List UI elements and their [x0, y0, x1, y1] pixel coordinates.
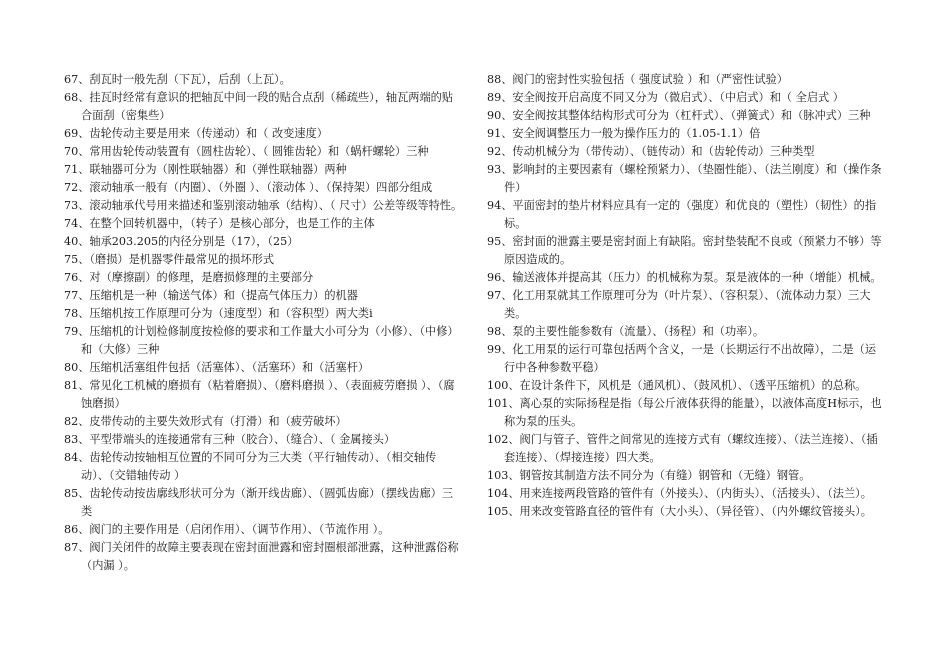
- question-item: 99、化工用泵的运行可靠包括两个含义，一是（长期运行不出故障），二是（运行中各种参数平稳）: [487, 343, 877, 374]
- question-item: 93、影响封的主要因素有（螺栓预紧力）、（垫圈性能）、（法兰刚度）和（操作条件）: [487, 163, 882, 194]
- question-item: 101、离心泵的实际扬程是指（每公斤液体获得的能量），以液体高度H标示，也称为泵的压头。: [487, 397, 882, 428]
- question-item: 94、平面密封的垫片材料应具有一定的（强度）和优良的（塑性）（韧性）的指标。: [487, 199, 877, 230]
- question-item: 75、（磨损）是机器零件最常见的损坏形式: [64, 253, 275, 266]
- question-item: 96、输送液体并提高其（压力）的机械称为泵。泵是液体的一种（增能）机械。: [487, 271, 882, 284]
- question-item: 86、阀门的主要作用是（启闭作用）、（调节作用）、（节流作用 ）。: [64, 523, 390, 536]
- question-item: 100、在设计条件下，风机是（通风机）、（鼓风机）、（透平压缩机）的总称。: [487, 379, 867, 392]
- question-item: 102、阀门与管子、管件之间常见的连接方式有（螺纹连接）、（法兰连接）、（插套连接）、（焊接连接）四大类。: [487, 433, 878, 464]
- question-item: 92、传动机械分为（带传动）、（链传动）和（齿轮传动）三种类型: [487, 145, 815, 158]
- question-item: 69、齿轮传动主要是用来（传递动）和（ 改变速度）: [64, 127, 328, 140]
- question-item: 88、阀门的密封性实验包括（ 强度试验 ）和（严密性试验）: [487, 73, 789, 86]
- question-item: 74、在整个回转机器中，（转子）是核心部分，也是工作的主体: [64, 217, 375, 230]
- question-item: 95、密封面的泄露主要是密封面上有缺陷。密封垫装配不良或（预紧力不够）等原因造成的。: [487, 235, 882, 266]
- question-item: 82、皮带传动的主要失效形式有（打滑）和（疲劳破坏）: [64, 415, 347, 428]
- question-item: 40、轴承203.205的内径分别是（17），（25）: [64, 235, 299, 248]
- question-item: 89、安全阀按开启高度不同又分为（微启式）、（中启式）和（ 全启式 ）: [487, 91, 844, 104]
- question-item: 72、滚动轴承一般有（内圈）、（外圈 ）、（滚动体 ）、（保持架）四部分组成: [64, 181, 433, 194]
- question-item: 90、安全阀按其整体结构形式可分为（杠杆式）、（弹簧式）和（脉冲式）三种: [487, 109, 871, 122]
- question-item: 105、用来改变管路直径的管件有（大小头）、（异径管）、（内外螺纹管接头）。: [487, 505, 872, 518]
- question-item: 77、压缩机是一种（输送气体）和（提高气体压力）的机器: [64, 289, 358, 302]
- question-item: 85、齿轮传动按齿廓线形状可分为（渐开线齿廊）、（圆弧齿廊）（摆线齿廊）三类: [64, 487, 454, 518]
- right-column: [487, 71, 887, 521]
- question-item: 70、常用齿轮传动装置有（圆柱齿轮）、（ 圆锥齿轮）和（蜗杆螺轮）三种: [64, 145, 429, 158]
- question-item: 76、对（摩擦副）的修理，是磨损修理的主要部分: [64, 271, 314, 284]
- question-item: 73、滚动轴承代号用来描述和鉴别滚动轴承（结构）、（ 尺寸）公差等级等特性。: [64, 199, 463, 212]
- question-item: 97、化工用泵就其工作原理可分为（叶片泵）、（容积泵）、（流体动力泵）三大类。: [487, 289, 871, 320]
- question-item: 78、压缩机按工作原理可分为（速度型）和（容积型）两大类i: [64, 307, 373, 320]
- question-item: 98、泵的主要性能参数有（流量）、（扬程）和（功率）。: [487, 325, 765, 338]
- question-item: 91、安全阀调整压力一般为操作压力的（1.05-1.1）倍: [487, 127, 761, 140]
- left-column: [64, 71, 464, 575]
- question-item: 81、常见化工机械的磨损有（粘着磨损）、（磨料磨损 ）、（表面疲劳磨损 ）、（腐蚀磨损）: [64, 379, 455, 410]
- question-item: 79、压缩机的计划检修制度按检修的要求和工作量大小可分为（小修）、（中修）和（大修）三种: [64, 325, 459, 356]
- question-item: 71、联轴器可分为（刚性联轴器）和（弹性联轴器）两种: [64, 163, 347, 176]
- question-item: 104、用来连接两段管路的管件有（外接头）、（内街头）、（活接头）、（法兰）。: [487, 487, 872, 500]
- question-item: 67、刮瓦时一般先刮（下瓦），后刮（上瓦）。: [64, 73, 291, 86]
- question-item: 80、压缩机活塞组件包括（活塞体）、（活塞环）和（活塞杆）: [64, 361, 370, 374]
- question-item: 103、钢管按其制造方法不同分为（有缝）钢管和（无缝）钢管。: [487, 469, 811, 482]
- question-item: 68、挂瓦时经常有意识的把轴瓦中间一段的贴合点刮（稀疏些），轴瓦两端的贴合面刮（密集些）: [64, 91, 454, 122]
- question-item: 83、平型带端头的连接通常有三种（胶合）、（缝合）、（ 金属接头）: [64, 433, 396, 446]
- question-item: 87、阀门关闭件的故障主要表现在密封面泄露和密封圈根部泄露，这种泄露俗称（内漏 ）。: [64, 541, 459, 572]
- question-item: 84、齿轮传动按轴相互位置的不同可分为三大类（平行轴传动）、（相交轴传动）、（交错轴传动 ）: [64, 451, 437, 482]
